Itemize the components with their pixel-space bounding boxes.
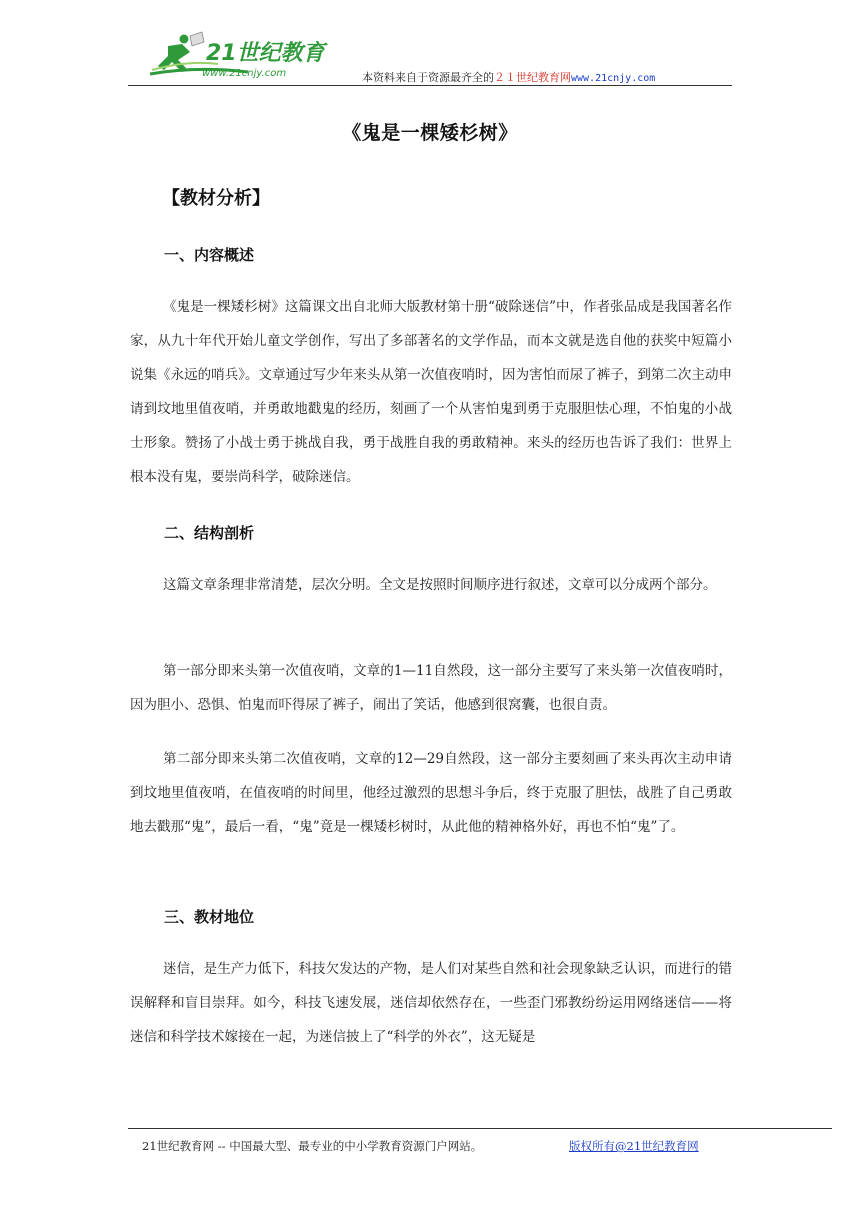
paragraph: 《鬼是一棵矮杉树》这篇课文出自北师大版教材第十册“破除迷信”中，作者张品成是我国著名作家，从九十年代开始儿童文学创作，写出了多部著名的文学作品，而本文就是选自他的获奖中短篇小说集《永远的哨兵》。文章通过写少年来头从第一次值夜哨时，因为害怕而尿了裤子，到第二次主动申请到坟地里值夜哨，并勇敢地戳鬼的经历，刻画了一个从害怕鬼到勇于克服胆怯心理，不怕鬼的小战士形象。赞扬了小战士勇于挑战自我，勇于战胜自我的勇敢精神。来头的经历也告诉了我们：世界上根本没有鬼，要崇尚科学，破除迷信。 [130, 299, 732, 485]
header-brand[interactable]: ２１世纪教育网 [494, 71, 571, 84]
paragraph: 这篇文章条理非常清楚，层次分明。全文是按照时间顺序进行叙述，文章可以分成两个部分。 [163, 577, 717, 593]
site-logo [138, 30, 338, 82]
paragraph: 第二部分即来头第二次值夜哨，文章的12—29自然段，这一部分主要刻画了来头再次主动申请到坟地里值夜哨，在值夜哨的时间里，他经过激烈的思想斗争后，终于克服了胆怯，战胜了自己勇敢地去戳那“鬼”，最后一看，“鬼”竟是一棵矮杉树时，从此他的精神格外好，再也不怕“鬼”了。 [130, 751, 732, 835]
heading-structure-analysis: 二、结构剖析 [164, 524, 255, 542]
heading-content-overview: 一、内容概述 [164, 246, 255, 264]
paragraph: 第一部分即来头第一次值夜哨，文章的1—11自然段，这一部分主要写了来头第一次值夜哨时，因为胆小、恐惧、怕鬼而吓得尿了裤子，闹出了笑话，他感到很窝囊，也很自责。 [130, 663, 732, 713]
page-footer [128, 1128, 832, 1159]
page-header [128, 28, 732, 86]
document-title: 《鬼是一棵矮杉树》 [342, 122, 518, 144]
svg-text:www.21cnjy.com: www.21cnjy.com [202, 68, 287, 79]
paragraph: 迷信，是生产力低下，科技欠发达的产物，是人们对某些自然和社会现象缺乏认识，而进行的错误解释和盲目崇拜。如今，科技飞速发展，迷信却依然存在，一些歪门邪教纷纷运用网络迷信——将迷信和科学技术嫁接在一起，为迷信披上了“科学的外衣”，这无疑是 [130, 961, 732, 1045]
heading-textbook-position: 三、教材地位 [164, 908, 255, 926]
footer-text: 21世纪教育网 -- 中国最大型、最专业的中小学教育资源门户网站。 [142, 1139, 483, 1153]
header-url-link[interactable]: www.21cnjy.com [571, 73, 656, 84]
svg-text:21世纪教育: 21世纪教育 [206, 41, 325, 66]
section-label: 【教材分析】 [162, 188, 270, 209]
header-tagline: 本资料来自于资源最齐全的２１世纪教育网www.21cnjy.com [362, 71, 656, 84]
copyright-link[interactable]: 版权所有@21世纪教育网 [569, 1139, 699, 1153]
